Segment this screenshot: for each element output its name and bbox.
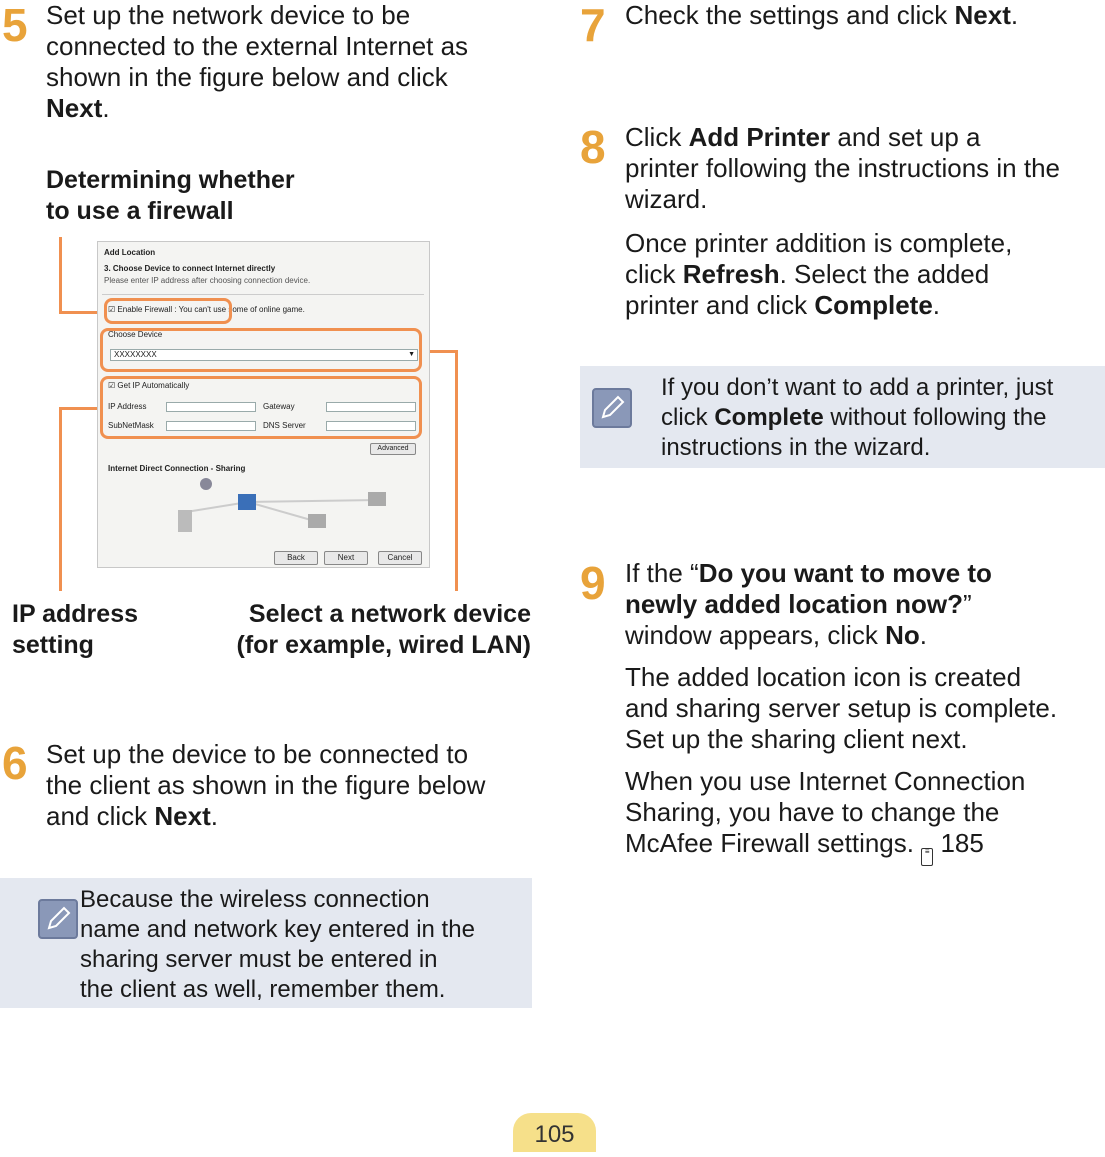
sharing-label: Internet Direct Connection - Sharing bbox=[108, 464, 246, 473]
firewall-highlight bbox=[104, 298, 232, 324]
callout-device bbox=[190, 599, 531, 661]
callout-device-line: (for example, wired LAN) bbox=[236, 631, 531, 659]
step-8-line: wizard. bbox=[625, 184, 708, 214]
callout-ip bbox=[12, 599, 138, 661]
step-8-line: printer following the instructions in the bbox=[625, 153, 1061, 183]
step-6-number: 6 bbox=[2, 737, 28, 789]
get-ip-checkbox-row: ☑ Get IP Automatically bbox=[108, 381, 190, 390]
callout-firewall-line: to use a firewall bbox=[46, 197, 234, 225]
next-keyword: Next bbox=[954, 0, 1011, 30]
callout-firewall-line: Determining whether bbox=[46, 166, 295, 194]
back-button: Back bbox=[274, 551, 318, 565]
step-9-paragraph-3 bbox=[625, 766, 1025, 866]
punctuation: . bbox=[919, 620, 928, 650]
note-box-printer bbox=[580, 366, 1105, 468]
punctuation: . bbox=[210, 801, 218, 831]
step-8-number: 8 bbox=[580, 121, 606, 173]
note-text bbox=[80, 885, 475, 1005]
network-diagram bbox=[158, 472, 398, 547]
dialog-instruction: Please enter IP address after choosing connection device. bbox=[104, 276, 311, 285]
step-6-line: and click bbox=[46, 801, 155, 831]
page-number: 105 bbox=[513, 1113, 596, 1152]
step-8-text bbox=[625, 122, 1060, 215]
dialog-question: newly added location now? bbox=[625, 589, 964, 619]
dialog-title: Add Location bbox=[104, 248, 156, 257]
step-9-line: McAfee Firewall settings. bbox=[625, 828, 914, 858]
no-keyword: No bbox=[885, 620, 920, 650]
step-5-line: shown in the figure below and click bbox=[46, 62, 448, 92]
note-pencil-icon bbox=[592, 388, 632, 428]
step-5-text bbox=[46, 0, 468, 124]
advanced-button: Advanced bbox=[370, 443, 416, 455]
note-line: sharing server must be entered in bbox=[80, 946, 438, 973]
step-6-text bbox=[46, 739, 485, 832]
step-6-line: Set up the device to be connected to bbox=[46, 739, 469, 769]
globe-icon bbox=[200, 478, 212, 490]
router-icon bbox=[238, 494, 256, 510]
step-5-number: 5 bbox=[2, 0, 28, 51]
step-8-line: . Select the added bbox=[779, 259, 990, 289]
ip-address-label: IP Address bbox=[108, 402, 147, 411]
callout-line bbox=[455, 350, 458, 591]
subnet-label: SubNetMask bbox=[108, 421, 154, 430]
step-5-line: Set up the network device to be bbox=[46, 0, 411, 30]
device-value: XXXXXXXX bbox=[114, 350, 157, 359]
step-8-line: Click bbox=[625, 122, 689, 152]
device-highlight bbox=[100, 328, 422, 372]
step-9-line: The added location icon is created bbox=[625, 662, 1022, 692]
punctuation: . bbox=[102, 93, 110, 123]
punctuation: . bbox=[932, 290, 941, 320]
complete-keyword: Complete bbox=[714, 404, 824, 431]
divider bbox=[102, 294, 424, 295]
step-7-number: 7 bbox=[580, 0, 606, 51]
step-9-line: window appears, click bbox=[625, 620, 886, 650]
step-8-line: click bbox=[625, 259, 683, 289]
step-8-line: and set up a bbox=[830, 122, 981, 152]
pencil-icon bbox=[594, 390, 630, 426]
step-9-line: Sharing, you have to change the bbox=[625, 797, 1000, 827]
step-9-line: and sharing server setup is complete. bbox=[625, 693, 1058, 723]
next-keyword: Next bbox=[46, 93, 103, 123]
step-9-line: Set up the sharing client next. bbox=[625, 724, 968, 754]
step-5-line: connected to the external Internet as bbox=[46, 31, 469, 61]
step-9-number: 9 bbox=[580, 557, 606, 609]
step-7-text bbox=[625, 0, 1018, 31]
complete-keyword: Complete bbox=[814, 290, 933, 320]
callout-line bbox=[59, 407, 62, 591]
note-line: Because the wireless connection bbox=[80, 886, 430, 913]
step-9-line: If the “ bbox=[625, 558, 699, 588]
note-line: name and network key entered in the bbox=[80, 916, 475, 943]
punctuation: ” bbox=[963, 589, 972, 619]
step-8-line: printer and click bbox=[625, 290, 815, 320]
step-7-line: Check the settings and click bbox=[625, 0, 955, 30]
callout-firewall bbox=[46, 165, 295, 227]
laptop-icon bbox=[308, 514, 326, 528]
computer-icon bbox=[178, 510, 192, 532]
note-box-wireless bbox=[0, 878, 532, 1008]
note-line: If you don’t want to add a printer, just bbox=[661, 374, 1054, 401]
ip-highlight bbox=[100, 376, 422, 439]
chevron-down-icon: ▼ bbox=[408, 351, 415, 358]
callout-device-line: Select a network device bbox=[248, 600, 531, 628]
step-8-line: Once printer addition is complete, bbox=[625, 228, 1013, 258]
note-pencil-icon bbox=[38, 899, 78, 939]
network-link bbox=[248, 502, 318, 522]
firewall-label: Enable Firewall : You can't use some of online game. bbox=[117, 305, 305, 314]
step-9-paragraph-2 bbox=[625, 662, 1057, 755]
step-6-line: the client as shown in the figure below bbox=[46, 770, 486, 800]
pencil-icon bbox=[40, 901, 76, 937]
gateway-label: Gateway bbox=[263, 402, 295, 411]
add-printer-keyword: Add Printer bbox=[688, 122, 831, 152]
page-reference-icon: ≡ bbox=[921, 848, 933, 866]
get-ip-label: Get IP Automatically bbox=[117, 381, 190, 390]
choose-device-label: Choose Device bbox=[108, 330, 163, 339]
note-line: without following the bbox=[823, 404, 1047, 431]
firewall-checkbox-row: ☑ Enable Firewall : You can't use some of online game. bbox=[108, 305, 305, 314]
refresh-keyword: Refresh bbox=[682, 259, 780, 289]
step-9-line: When you use Internet Connection bbox=[625, 766, 1026, 796]
callout-ip-line: IP address bbox=[12, 600, 139, 628]
dns-label: DNS Server bbox=[263, 421, 306, 430]
laptop-icon bbox=[368, 492, 386, 506]
step-9-text bbox=[625, 558, 992, 651]
page-reference[interactable]: 185 bbox=[940, 828, 984, 858]
next-keyword: Next bbox=[154, 801, 211, 831]
next-button: Next bbox=[324, 551, 368, 565]
note-text bbox=[661, 373, 1053, 463]
cancel-button: Cancel bbox=[378, 551, 422, 565]
note-line: the client as well, remember them. bbox=[80, 976, 446, 1003]
network-link bbox=[248, 500, 378, 502]
dialog-question: Do you want to move to bbox=[698, 558, 992, 588]
callout-line bbox=[59, 407, 99, 410]
callout-line bbox=[59, 237, 62, 314]
dialog-subtitle: 3. Choose Device to connect Internet directly bbox=[104, 264, 276, 273]
note-line: instructions in the wizard. bbox=[661, 434, 931, 461]
punctuation: . bbox=[1010, 0, 1019, 30]
callout-ip-line: setting bbox=[12, 631, 94, 659]
note-line: click bbox=[661, 404, 715, 431]
step-8-paragraph-2 bbox=[625, 228, 1012, 321]
